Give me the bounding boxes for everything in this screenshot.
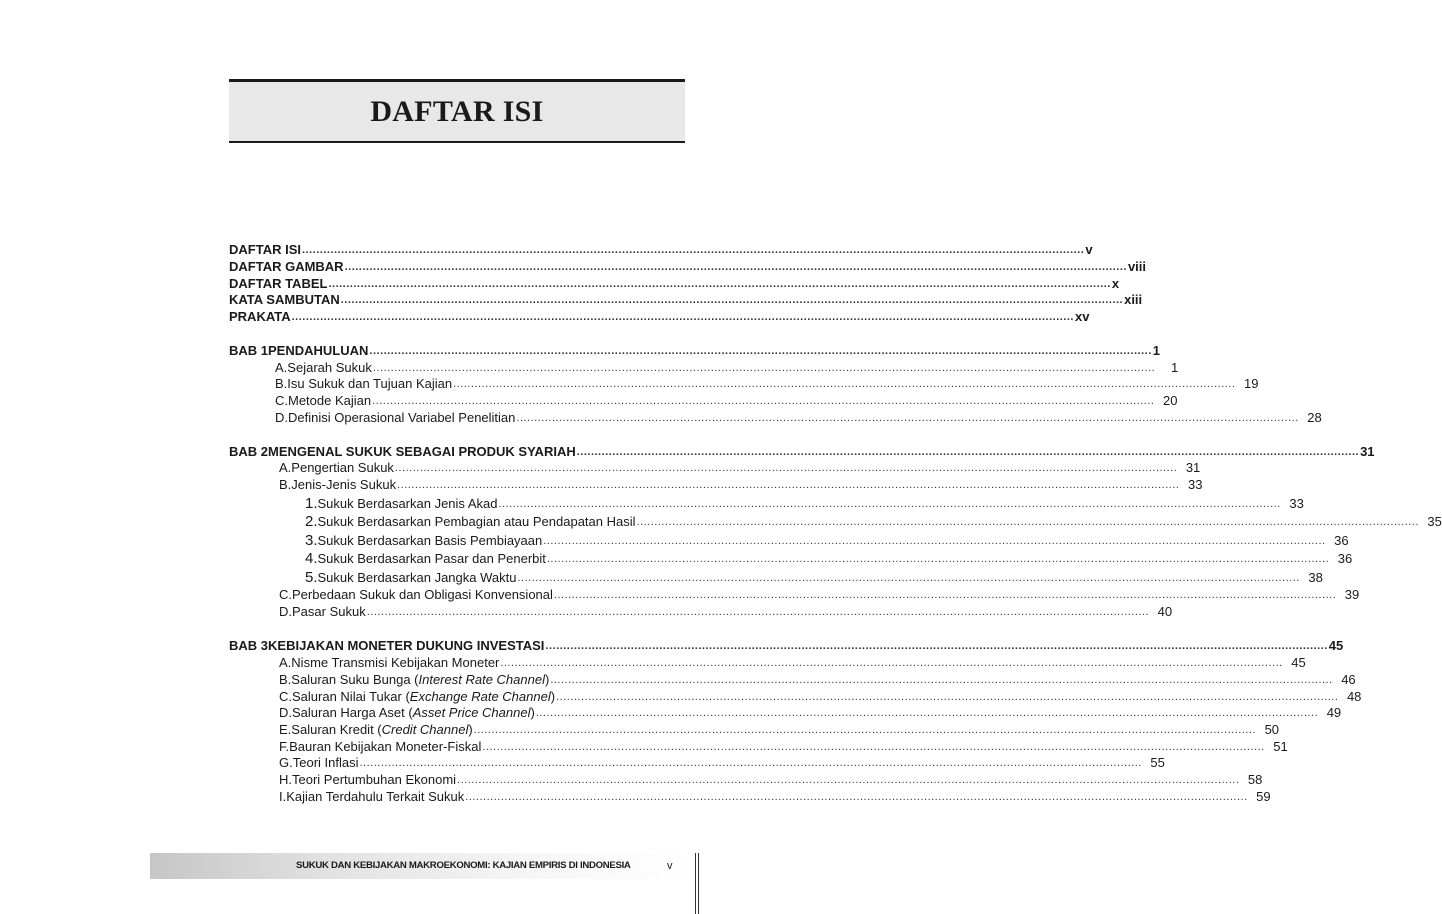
toc-entry-label: MENGENAL SUKUK SEBAGAI PRODUK SYARIAH bbox=[268, 444, 576, 459]
toc-entry-label: Pasar Sukuk bbox=[292, 604, 366, 619]
toc-entry-label bbox=[291, 671, 549, 688]
toc-section-entry bbox=[279, 754, 1165, 771]
toc-entry-label: Isu Sukuk dan Tujuan Kajian bbox=[287, 376, 453, 391]
toc-section-entry bbox=[275, 409, 1322, 426]
toc-leader-dots: ............................................................................................................................................................................................................................ bbox=[394, 462, 1178, 474]
toc-leader-dots: ............................................................................................................................................................................................................................ bbox=[328, 278, 1111, 290]
toc-entry-label: DAFTAR GAMBAR bbox=[229, 259, 344, 274]
toc-entry-page: 58 bbox=[1247, 772, 1263, 787]
toc-leader-dots: ............................................................................................................................................................................................................................ bbox=[340, 294, 1124, 306]
toc-leader-dots: ............................................................................................................................................................................................................................ bbox=[636, 516, 1419, 528]
toc-subsection-entry bbox=[305, 550, 1353, 567]
footer-page-number: v bbox=[667, 860, 673, 872]
toc-entry-number: 1. bbox=[305, 495, 318, 512]
toc-leader-dots: ............................................................................................................................................................................................................................ bbox=[556, 691, 1339, 703]
toc-chapter-heading bbox=[229, 637, 1344, 654]
toc-entry-label: Nisme Transmisi Kebijakan Moneter bbox=[291, 655, 500, 670]
toc-section-entry bbox=[279, 738, 1288, 755]
toc-entry-page: 40 bbox=[1157, 604, 1173, 619]
toc-leader-dots: ............................................................................................................................................................................................................................ bbox=[465, 791, 1248, 803]
toc-entry-page: 49 bbox=[1326, 705, 1342, 720]
toc-entry-label: Kajian Terdahulu Terkait Sukuk bbox=[286, 789, 465, 804]
toc-entry-number: A. bbox=[275, 360, 288, 375]
toc-section-entry bbox=[279, 721, 1280, 738]
toc-entry-page: 48 bbox=[1346, 689, 1362, 704]
toc-leader-dots: ............................................................................................................................................................................................................................ bbox=[369, 345, 1152, 357]
footer-vertical-rule bbox=[695, 853, 696, 914]
toc-section-entry bbox=[275, 375, 1259, 392]
toc-entry-label-text: Saluran Suku Bunga ( bbox=[291, 672, 419, 687]
toc-front-matter-entry bbox=[229, 241, 1093, 258]
toc-entry-label: Metode Kajian bbox=[288, 393, 372, 408]
toc-leader-dots: ............................................................................................................................................................................................................................ bbox=[498, 498, 1281, 510]
toc-entry-page: 59 bbox=[1256, 789, 1271, 804]
toc-section-entry bbox=[275, 392, 1178, 409]
toc-front-matter-entry bbox=[229, 275, 1120, 292]
toc-entry-label: Sukuk Berdasarkan Jenis Akad bbox=[317, 496, 498, 511]
toc-chapter-heading bbox=[229, 342, 1160, 359]
toc-entry-label: DAFTAR TABEL bbox=[229, 276, 328, 291]
toc-subsection-entry bbox=[305, 513, 1442, 530]
toc-leader-dots: ............................................................................................................................................................................................................................ bbox=[550, 674, 1333, 686]
toc-entry-page: 19 bbox=[1243, 376, 1259, 391]
toc-entry-page: 38 bbox=[1308, 570, 1323, 585]
toc-leader-dots: ............................................................................................................................................................................................................................ bbox=[473, 724, 1257, 736]
toc-leader-dots: ............................................................................................................................................................................................................................ bbox=[576, 446, 1360, 458]
toc-entry-number: D. bbox=[279, 604, 292, 619]
toc-entry-page: 33 bbox=[1289, 496, 1304, 511]
toc-entry-number: I. bbox=[279, 789, 287, 804]
toc-section-entry bbox=[279, 476, 1203, 493]
toc-entry-label-suffix: ) bbox=[544, 672, 550, 687]
toc-entry-label: Bauran Kebijakan Moneter-Fiskal bbox=[289, 739, 482, 754]
toc-entry-page: 50 bbox=[1264, 722, 1280, 737]
toc-entry-label-text: Saluran Nilai Tukar ( bbox=[292, 689, 410, 704]
toc-front-matter-entry bbox=[229, 258, 1147, 275]
toc-leader-dots: ............................................................................................................................................................................................................................ bbox=[500, 657, 1283, 669]
toc-entry-page: 28 bbox=[1307, 410, 1322, 425]
toc-leader-dots: ............................................................................................................................................................................................................................ bbox=[372, 362, 1156, 374]
toc-entry-number: BAB 3 bbox=[229, 638, 269, 653]
toc-entry-page: 1 bbox=[1170, 360, 1179, 375]
toc-entry-number: C. bbox=[275, 393, 288, 408]
toc-entry-page: 31 bbox=[1185, 460, 1201, 475]
toc-section-entry bbox=[279, 654, 1306, 671]
toc-entry-label-italic: Credit Channel bbox=[381, 722, 469, 737]
toc-leader-dots: ............................................................................................................................................................................................................................ bbox=[545, 640, 1328, 652]
toc-leader-dots: ............................................................................................................................................................................................................................ bbox=[517, 572, 1300, 584]
toc-section-entry bbox=[279, 671, 1356, 688]
toc-entry-number: F. bbox=[279, 739, 290, 754]
toc-entry-page: 51 bbox=[1273, 739, 1288, 754]
toc-entry-number: B. bbox=[279, 672, 292, 687]
toc-entry-number: B. bbox=[275, 376, 288, 391]
toc-chapter-heading bbox=[229, 443, 1375, 460]
toc-entry-page: 55 bbox=[1150, 755, 1165, 770]
toc-subsection-entry bbox=[305, 532, 1349, 549]
toc-entry-label-text: Saluran Harga Aset ( bbox=[292, 705, 413, 720]
toc-entry-label: Perbedaan Sukuk dan Obligasi Konvensional bbox=[292, 587, 553, 602]
toc-entry-number: C. bbox=[279, 587, 292, 602]
toc-entry-number: E. bbox=[279, 722, 292, 737]
toc-section-entry bbox=[279, 586, 1360, 603]
toc-entry-label bbox=[292, 704, 535, 721]
toc-entry-number: G. bbox=[279, 755, 293, 770]
toc-leader-dots: ............................................................................................................................................................................................................................ bbox=[535, 707, 1319, 719]
toc-entry-number: 3. bbox=[305, 532, 318, 549]
toc-leader-dots: ............................................................................................................................................................................................................................ bbox=[516, 412, 1299, 424]
toc-section-entry bbox=[279, 459, 1201, 476]
toc-entry-label-suffix: ) bbox=[530, 705, 535, 720]
toc-entry-number: BAB 2 bbox=[229, 444, 269, 459]
toc-entry-label-suffix: ) bbox=[468, 722, 473, 737]
toc-entry-label: Sukuk Berdasarkan Jangka Waktu bbox=[317, 570, 517, 585]
toc-entry-label: KEBIJAKAN MONETER DUKUNG INVESTASI bbox=[268, 638, 545, 653]
toc-leader-dots: ............................................................................................................................................................................................................................ bbox=[457, 774, 1240, 786]
toc-entry-page: 45 bbox=[1328, 638, 1344, 653]
toc-entry-label: Teori Inflasi bbox=[292, 755, 359, 770]
toc-entry-page: 33 bbox=[1187, 477, 1203, 492]
toc-leader-dots: ............................................................................................................................................................................................................................ bbox=[359, 757, 1142, 769]
toc-leader-dots: ............................................................................................................................................................................................................................ bbox=[397, 479, 1180, 491]
toc-section-entry bbox=[279, 704, 1342, 721]
toc-leader-dots: ............................................................................................................................................................................................................................ bbox=[482, 741, 1265, 753]
toc-entry-label: Jenis-Jenis Sukuk bbox=[291, 477, 397, 492]
toc-leader-dots: ............................................................................................................................................................................................................................ bbox=[553, 589, 1337, 601]
toc-subsection-entry bbox=[305, 569, 1323, 586]
toc-leader-dots: ............................................................................................................................................................................................................................ bbox=[366, 606, 1150, 618]
toc-entry-label: Definisi Operasional Variabel Penelitian bbox=[288, 410, 516, 425]
toc-entry-label-italic: Interest Rate Channel bbox=[418, 672, 545, 687]
toc-section-entry bbox=[275, 359, 1179, 376]
toc-entry-label: KATA SAMBUTAN bbox=[229, 292, 340, 307]
toc-entry-page: 31 bbox=[1360, 444, 1375, 459]
toc-entry-page: 1 bbox=[1152, 343, 1160, 358]
toc-entry-label: Pengertian Sukuk bbox=[291, 460, 394, 475]
toc-entry-label-italic: Asset Price Channel bbox=[412, 705, 531, 720]
toc-entry-number: A. bbox=[279, 655, 292, 670]
toc-entry-label-suffix: ) bbox=[550, 689, 556, 704]
toc-leader-dots: ............................................................................................................................................................................................................................ bbox=[344, 261, 1127, 273]
toc-entry-page: 35 bbox=[1427, 514, 1442, 529]
toc-section-entry bbox=[279, 688, 1362, 705]
page-title: DAFTAR ISI bbox=[370, 95, 544, 128]
toc-entry-label: PRAKATA bbox=[229, 309, 291, 324]
toc-section-entry bbox=[279, 788, 1271, 805]
toc-section-entry bbox=[279, 771, 1263, 788]
toc-entry-label: Sejarah Sukuk bbox=[287, 360, 372, 375]
toc-entry-label: Sukuk Berdasarkan Basis Pembiayaan bbox=[317, 533, 543, 548]
toc-leader-dots: ............................................................................................................................................................................................................................ bbox=[546, 553, 1330, 565]
toc-entry-number: D. bbox=[275, 410, 288, 425]
toc-entry-number: 2. bbox=[305, 513, 318, 530]
toc-entry-page: 36 bbox=[1334, 533, 1349, 548]
toc-front-matter-entry bbox=[229, 308, 1090, 325]
toc-section-entry bbox=[279, 603, 1173, 620]
toc-entry-number: 5. bbox=[305, 569, 318, 586]
toc-leader-dots: ............................................................................................................................................................................................................................ bbox=[453, 378, 1236, 390]
toc-entry-label: Sukuk Berdasarkan Pembagian atau Pendapatan Hasil bbox=[317, 514, 636, 529]
toc-entry-page: xv bbox=[1074, 309, 1090, 324]
toc-entry-page: v bbox=[1085, 242, 1093, 257]
toc-entry-label: DAFTAR ISI bbox=[229, 242, 301, 257]
toc-entry-page: 46 bbox=[1341, 672, 1356, 687]
toc-entry-number: 4. bbox=[305, 550, 318, 567]
toc-front-matter-entry bbox=[229, 291, 1143, 308]
toc-entry-number: B. bbox=[279, 477, 292, 492]
toc-entry-page: 39 bbox=[1344, 587, 1360, 602]
toc-entry-number: A. bbox=[279, 460, 292, 475]
footer-vertical-rule bbox=[698, 853, 699, 914]
toc-entry-label bbox=[292, 688, 555, 705]
footer-book-title: SUKUK DAN KEBIJAKAN MAKROEKONOMI: KAJIAN EMPIRIS DI INDONESIA bbox=[296, 860, 631, 871]
toc-entry-number: H. bbox=[279, 772, 292, 787]
toc-entry-label-italic: Exchange Rate Channel bbox=[409, 689, 551, 704]
toc-entry-number: C. bbox=[279, 689, 292, 704]
toc-leader-dots: ............................................................................................................................................................................................................................ bbox=[291, 311, 1074, 323]
toc-entry-label bbox=[291, 721, 472, 738]
toc-leader-dots: ............................................................................................................................................................................................................................ bbox=[372, 395, 1155, 407]
toc-entry-number: BAB 1 bbox=[229, 343, 269, 358]
toc-leader-dots: ............................................................................................................................................................................................................................ bbox=[301, 244, 1085, 256]
toc-entry-page: 45 bbox=[1291, 655, 1306, 670]
toc-entry-page: 20 bbox=[1163, 393, 1178, 408]
toc-entry-page: 36 bbox=[1337, 551, 1353, 566]
toc-entry-page: xiii bbox=[1124, 292, 1143, 307]
toc-entry-label-text: Saluran Kredit ( bbox=[291, 722, 382, 737]
toc-entry-page: viii bbox=[1127, 259, 1147, 274]
toc-entry-page: x bbox=[1111, 276, 1120, 291]
toc-entry-label: Sukuk Berdasarkan Pasar dan Penerbit bbox=[317, 551, 546, 566]
toc-entry-number: D. bbox=[279, 705, 292, 720]
toc-entry-label: PENDAHULUAN bbox=[268, 343, 369, 358]
toc-subsection-entry bbox=[305, 495, 1304, 512]
toc-entry-label: Teori Pertumbuhan Ekonomi bbox=[292, 772, 457, 787]
title-banner bbox=[229, 79, 685, 143]
toc-leader-dots: ............................................................................................................................................................................................................................ bbox=[543, 535, 1326, 547]
